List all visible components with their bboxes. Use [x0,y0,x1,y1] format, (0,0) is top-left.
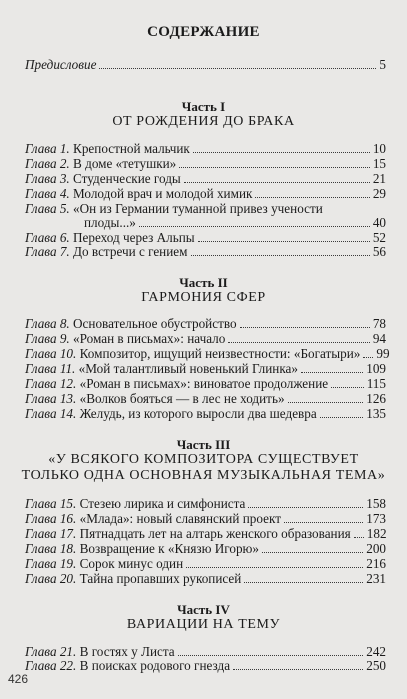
dot-leader [262,552,363,553]
chapter-label: Глава 1. [25,141,70,156]
chapter-title: «Волков бояться — в лес не ходить» [79,391,285,406]
chapter-title: «Роман в письмах»: начало [73,331,226,346]
dot-leader [184,182,370,183]
toc-entry [25,187,386,201]
dot-leader [179,167,370,168]
chapter-label: Глава 20. [25,571,77,586]
chapter-title: Возвращение к «Князю Игорю» [79,541,259,556]
dot-leader [255,197,369,198]
dot-leader [320,417,363,418]
part-title-continued: ТОЛЬКО ОДНА ОСНОВНАЯ МУЗЫКАЛЬНАЯ ТЕМА» [21,468,386,483]
toc-entry [25,527,386,541]
chapter-label: Глава 16. [25,511,77,526]
page-ref: 15 [372,156,386,171]
chapter-label: Глава 22. [25,658,77,673]
chapter-label: Глава 17. [25,526,77,541]
chapter-title: В гостях у Листа [79,644,175,659]
toc-entry [25,645,386,659]
page-ref: 242 [366,644,386,659]
toc-entry [25,557,386,571]
toc-entry [25,231,386,245]
part-number: Часть III [176,437,231,452]
toc-entry [25,245,386,259]
page-ref: 56 [372,244,386,259]
chapter-label: Глава 10. [25,346,77,361]
chapter-label: Глава 21. [25,644,77,659]
dot-leader [198,241,370,242]
page-ref: 99 [376,346,390,361]
chapter-label: Глава 2. [25,156,70,171]
chapter-label: Глава 19. [25,556,77,571]
toc-entry [25,542,386,556]
part-number: Часть II [179,275,228,290]
chapter-title: В поисках родового гнезда [79,658,231,673]
toc-entry [25,317,386,331]
dot-leader [139,226,370,227]
page-ref: 52 [372,230,386,245]
dot-leader [244,582,363,583]
dot-leader [248,507,363,508]
toc-entry [25,332,386,346]
dot-leader [288,402,364,403]
chapter-title: Стезею лирика и симфониста [79,496,246,511]
dot-leader [363,357,373,358]
toc-entry [25,407,386,421]
chapter-label: Глава 3. [25,171,70,186]
chapter-label: Глава 11. [25,361,76,376]
page-ref: 216 [366,556,386,571]
page-ref: 135 [366,406,386,421]
chapter-label: Глава 5. [25,201,70,216]
toc-entry [25,377,386,391]
chapter-title: Желудь, из которого выросли два шедевра [79,406,317,421]
page-ref: 115 [366,376,386,391]
page-ref: 40 [372,215,386,230]
dot-leader [191,255,370,256]
part-title: ГАРМОНИЯ СФЕР [141,290,266,305]
toc-entry [25,572,386,586]
toc-entry [25,497,386,511]
page-ref: 126 [366,391,386,406]
page-ref: 10 [372,141,386,156]
page-ref: 158 [366,496,386,511]
chapter-title: «Роман в письмах»: виноватое продолжение [79,376,329,391]
chapter-title: «Мой талантливый новенький Глинка» [78,361,299,376]
chapter-label: Глава 12. [25,376,77,391]
chapter-title: Тайна пропавших рукописей [79,571,242,586]
toc-entry [25,659,386,673]
chapter-title: Сорок минус один [79,556,184,571]
page-ref: 182 [366,526,387,541]
page-ref: 29 [372,186,386,201]
dot-leader [240,327,370,328]
chapter-title: Крепостной мальчик [73,141,190,156]
chapter-title-continued: плоды...» [84,215,136,230]
chapter-title: До встречи с гением [73,244,188,259]
toc-title: СОДЕРЖАНИЕ [147,24,260,40]
toc-entry [25,346,390,361]
chapter-label: Глава 14. [25,406,77,421]
page-ref: 200 [366,541,386,556]
dot-leader [354,537,364,538]
part-number: Часть IV [177,602,230,617]
chapter-label: Глава 15. [25,496,77,511]
part-title: «У ВСЯКОГО КОМПОЗИТОРА СУЩЕСТВУЕТ [48,452,359,467]
chapter-title: Молодой врач и молодой химик [73,186,253,201]
page-ref: 250 [366,658,386,673]
dot-leader [228,342,369,343]
chapter-label: Глава 4. [25,186,70,201]
chapter-title: «Он из Германии туманной привез учености [73,201,323,216]
chapter-label: Глава 6. [25,230,70,245]
page-ref: 231 [366,571,386,586]
dot-leader [233,669,363,670]
dot-leader [178,655,364,656]
page-ref: 109 [366,361,386,376]
toc-entry [25,142,386,156]
page-ref: 5 [379,57,386,72]
toc-entry [25,392,386,406]
page-ref: 94 [372,331,386,346]
chapter-title: Переход через Альпы [73,230,195,245]
toc-entry-preface [25,58,386,72]
page-ref: 21 [372,171,386,186]
chapter-title: Основательное обустройство [73,316,237,331]
part-title: ВАРИАЦИИ НА ТЕМУ [126,617,281,632]
chapter-label: Глава 7. [25,244,70,259]
chapter-label: Глава 9. [25,331,70,346]
dot-leader [284,522,363,523]
part-number: Часть I [181,99,226,114]
dot-leader [193,152,370,153]
page-number: 426 [8,672,29,686]
toc-entry [25,172,386,186]
part-title: ОТ РОЖДЕНИЯ ДО БРАКА [112,114,295,129]
dot-leader [99,68,376,69]
chapter-title: В доме «тетушки» [73,156,177,171]
chapter-title: «Млада»: новый славянский проект [79,511,281,526]
chapter-label: Глава 18. [25,541,77,556]
chapter-title: Пятнадцать лет на алтарь женского образования [79,526,351,541]
chapter-label: Глава 13. [25,391,77,406]
page-ref: 78 [372,316,386,331]
dot-leader [331,387,364,388]
entry-label: Предисловие [25,57,97,72]
toc-entry-line2 [84,216,386,230]
toc-entry-line1 [25,202,386,216]
dot-leader [301,372,363,373]
dot-leader [186,567,363,568]
toc-entry [25,157,386,171]
toc-entry [25,512,386,526]
chapter-title: Композитор, ищущий неизвестности: «Богатыри» [79,346,361,361]
chapter-label: Глава 8. [25,316,70,331]
page-ref: 173 [366,511,386,526]
chapter-title: Студенческие годы [73,171,181,186]
toc-entry [25,362,386,376]
